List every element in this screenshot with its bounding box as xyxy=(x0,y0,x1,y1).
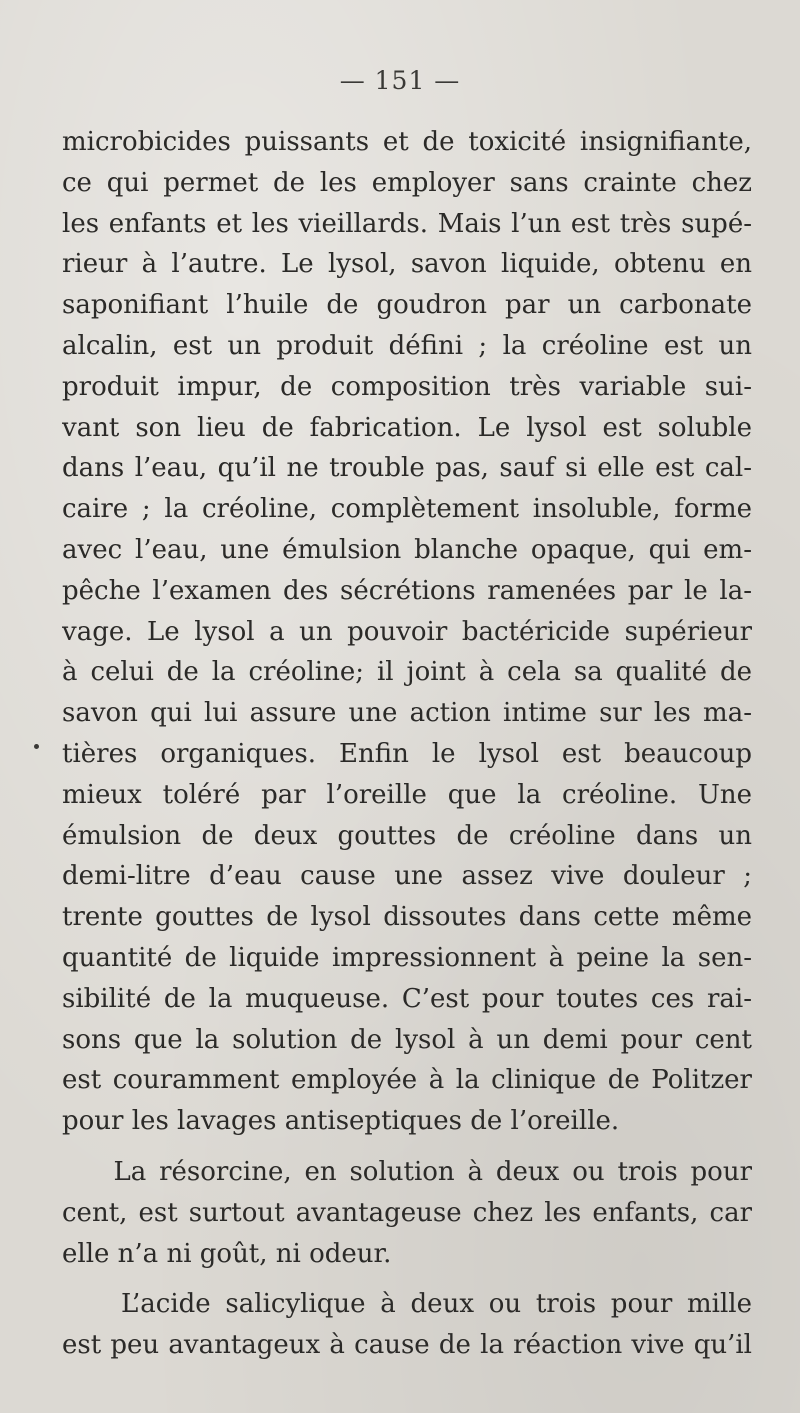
text-line: les enfants et les vieillards. Mais l’un est très supé- xyxy=(62,208,752,239)
page-number: — 151 — xyxy=(339,66,461,95)
text-line: pour les lavages antiseptiques de l’oreille. xyxy=(62,1106,620,1137)
text-line: sons que la solution de lysol à un demi pour cent xyxy=(62,1024,752,1055)
text-line: est peu avantageux à cause de la réaction vive qu’il xyxy=(62,1330,752,1361)
text-line: elle n’a ni goût, ni odeur. xyxy=(62,1238,392,1269)
text-line: rieur à l’autre. Le lysol, savon liquide, obtenu en xyxy=(62,249,752,280)
paragraph xyxy=(62,1284,752,1366)
text-line: tières organiques. Enfin le lysol est beaucoup xyxy=(62,738,752,769)
text-line: demi-litre d’eau cause une assez vive douleur ; xyxy=(62,861,752,892)
text-line: pêche l’examen des sécrétions ramenées par le la- xyxy=(62,575,752,606)
text-line: microbicides puissants et de toxicité insignifiante, xyxy=(62,127,752,157)
text-line: avec l’eau, une émulsion blanche opaque, qui em- xyxy=(62,534,752,565)
text-line: est couramment employée à la clinique de Politzer xyxy=(62,1065,752,1096)
text-line: à celui de la créoline; il joint à cela sa qualité de xyxy=(62,657,752,688)
paragraph-gap xyxy=(62,1142,752,1152)
text-line: saponifiant l’huile de goudron par un carbonate xyxy=(62,290,752,321)
text-line: La résorcine, en solution à deux ou trois pour xyxy=(62,1156,752,1187)
paragraph-gap xyxy=(62,1274,752,1284)
paragraph xyxy=(62,1152,752,1274)
margin-mark xyxy=(34,744,39,749)
text-line: savon qui lui assure une action intime sur les ma- xyxy=(62,698,752,729)
text-line: produit impur, de composition très variable sui- xyxy=(62,371,752,402)
text-line: cent, est surtout avantageuse chez les enfants, car xyxy=(62,1197,752,1228)
text-line: vant son lieu de fabrication. Le lysol est soluble xyxy=(62,412,752,443)
text-line: dans l’eau, qu’il ne trouble pas, sauf si elle est cal- xyxy=(62,453,752,484)
body-text xyxy=(62,122,752,1366)
text-line: mieux toléré par l’oreille que la créoline. Une xyxy=(62,779,752,810)
text-line: vage. Le lysol a un pouvoir bactéricide supérieur xyxy=(62,616,752,647)
text-line: sibilité de la muqueuse. C’est pour toutes ces rai- xyxy=(62,983,752,1014)
text-line: ce qui permet de les employer sans crainte chez xyxy=(62,167,752,198)
text-line: L’acide salicylique à deux ou trois pour mille xyxy=(62,1289,752,1320)
text-line: quantité de liquide impressionnent à peine la sen- xyxy=(62,942,752,973)
text-line: alcalin, est un produit défini ; la créoline est un xyxy=(62,330,752,361)
text-line: émulsion de deux gouttes de créoline dans un xyxy=(62,820,752,851)
text-line: trente gouttes de lysol dissoutes dans cette même xyxy=(62,902,752,933)
text-line: caire ; la créoline, complètement insoluble, forme xyxy=(62,494,752,525)
paragraph xyxy=(62,122,752,1142)
